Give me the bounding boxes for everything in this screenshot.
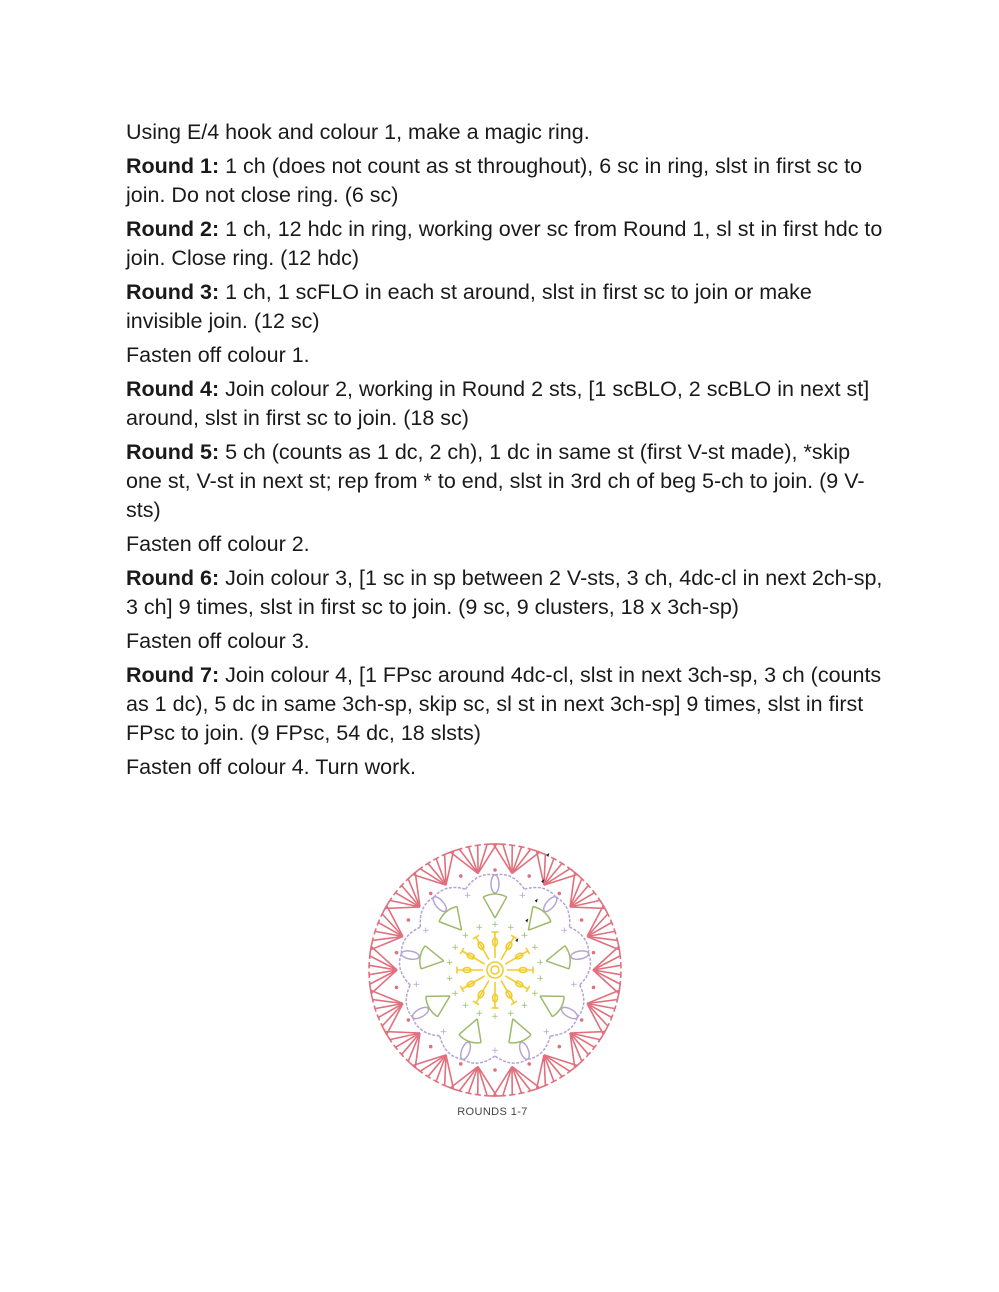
v-stitch-chain [420, 946, 425, 969]
dc-top [614, 1006, 616, 1012]
dc-top [620, 981, 621, 987]
v-stitch-dc-right [495, 897, 507, 918]
sc-stitch: + [536, 958, 545, 969]
instruction-round-2: Round 2: 1 ch, 12 hdc in ring, working over sc from Round 1, sl st in first hdc to join. Close ring. (12 hdc) [126, 217, 883, 270]
dc-top [610, 920, 612, 926]
slst-stitch [407, 918, 411, 922]
round-6-clusters [400, 874, 591, 1063]
dc-stitch [385, 907, 420, 908]
chain-loop [420, 897, 434, 927]
dc-top [475, 1094, 481, 1095]
hdc-stitch [501, 980, 514, 1003]
instruction-round-4: Round 4: Join colour 2, working in Round 2 sts, [1 scBLO, 2 scBLO in next st] around, slst in first sc to join. (18 sc) [126, 377, 870, 430]
sc-stitch: + [491, 1012, 499, 1022]
chain-loop [569, 927, 588, 954]
slst-stitch [592, 986, 596, 990]
join-arrow [525, 919, 528, 923]
hdc-stitch [505, 951, 528, 964]
hdc-stitch [505, 976, 528, 989]
slst-stitch [557, 1045, 561, 1049]
sc-stitch: + [491, 1046, 499, 1056]
sc-stitch: + [536, 973, 545, 984]
sc-stitch: + [520, 930, 529, 941]
dc-stitch [570, 907, 605, 908]
dc-top [509, 1094, 515, 1095]
sc-stitch: + [531, 989, 539, 999]
slst-stitch [580, 918, 584, 922]
cluster-stitch [459, 1041, 473, 1061]
v-stitch-dc-left [438, 996, 450, 1017]
hdc-stitch [462, 976, 485, 989]
dc-top [369, 981, 370, 987]
dc-stitch [503, 1067, 512, 1096]
cluster-stitch [491, 875, 499, 893]
slst-stitch [557, 892, 561, 896]
v-stitch-chain [483, 894, 507, 897]
dc-top [620, 953, 621, 959]
slst-stitch [592, 951, 596, 955]
dc-top [465, 1092, 471, 1093]
magic-ring [487, 962, 503, 978]
round-1-3-center [457, 932, 533, 1008]
cluster-stitch [401, 950, 420, 961]
dc-top [374, 928, 376, 934]
slst-stitch [493, 868, 497, 872]
v-stitch-dc-right [540, 996, 552, 1017]
crochet-chart-diagram [365, 840, 625, 1100]
dc-top [456, 1090, 462, 1092]
v-stitch-chain [565, 946, 570, 969]
sc-stitch: + [451, 943, 459, 953]
cluster-stitch [518, 1041, 532, 1061]
instruction-fasten-off-2: Fasten off colour 2. [126, 532, 310, 556]
sc-stitch: + [421, 926, 430, 936]
v-stitch-dc-left [421, 961, 444, 969]
dc-top [475, 845, 481, 846]
sc-stitch: + [445, 973, 454, 984]
dc-top [377, 1015, 379, 1021]
join-arrow [546, 853, 549, 857]
hdc-stitch [462, 951, 485, 964]
v-stitch-dc-right [457, 906, 462, 930]
pattern-instructions [126, 118, 886, 787]
hdc-stitch [476, 980, 489, 1003]
sc-stitch: + [412, 979, 420, 990]
chain-loop [524, 887, 556, 897]
dc-top [370, 947, 371, 953]
slst-stitch [459, 1062, 463, 1066]
sc-stitch: + [445, 958, 454, 969]
dc-top [509, 845, 515, 846]
chain-loop [577, 985, 584, 1018]
instruction-fasten-off-1: Fasten off colour 1. [126, 343, 310, 367]
dc-top [528, 848, 534, 850]
slst-stitch [527, 1062, 531, 1066]
v-stitch-dc-left [483, 897, 495, 918]
v-stitch-chain [552, 996, 564, 1016]
chain-loop [401, 927, 420, 954]
round-4-5-v-stitches [420, 894, 570, 1043]
slst-stitch [493, 1068, 497, 1072]
sc-stitch: + [506, 1009, 515, 1020]
dc-top [372, 996, 373, 1002]
instruction-intro: Using E/4 hook and colour 1, make a magic ring. [126, 120, 590, 144]
dc-stitch [478, 844, 487, 873]
cluster-stitch [570, 950, 589, 961]
v-stitch-dc-right [528, 922, 551, 931]
dc-stitch [446, 851, 453, 885]
v-stitch-chain [426, 996, 438, 1016]
dc-top [372, 937, 373, 943]
chain-loop [556, 897, 570, 927]
dc-stitch [570, 1032, 605, 1033]
instruction-round-7: Round 7: Join colour 4, [1 FPsc around 4dc-cl, slst in next 3ch-sp, 3 ch (counts as 1 dc), 5 dc in same 3ch-sp, skip sc, sl st in next 3ch-sp] 9 times, slst in first FPsc to join. (9 FPsc, 54 dc, 18 slsts) [126, 663, 882, 745]
sc-stitch: + [531, 943, 539, 953]
sc-stitch: + [461, 930, 470, 941]
dc-stitch [537, 851, 544, 885]
v-stitch-dc-left [528, 906, 533, 930]
dc-top [528, 1090, 534, 1092]
dc-top [617, 996, 618, 1002]
v-stitch-chain [439, 906, 457, 921]
v-stitch-chain [509, 1035, 531, 1043]
sc-stitch: + [463, 890, 472, 901]
v-stitch-dc-left [546, 946, 565, 961]
hdc-stitch [476, 937, 489, 960]
dc-top [369, 953, 370, 959]
instruction-round-1: Round 1: 1 ch (does not count as st throughout), 6 sc in ring, slst in first sc to join. Do not close ring. (6 sc) [126, 154, 863, 207]
slst-stitch [459, 874, 463, 878]
join-arrow [535, 899, 538, 903]
sc-stitch: + [475, 922, 484, 933]
slst-stitch [429, 892, 433, 896]
dc-top [456, 848, 462, 850]
instruction-round-3: Round 3: 1 ch, 1 scFLO in each st around, slst in first sc to join or make invisible join. (12 sc) [126, 280, 812, 333]
v-stitch-chain [533, 906, 551, 921]
cluster-stitch [431, 895, 449, 914]
instruction-fasten-off-3: Fasten off colour 3. [126, 629, 310, 653]
hdc-stitch [501, 937, 514, 960]
dc-top [518, 846, 524, 847]
sc-stitch: + [451, 989, 459, 999]
dc-top [377, 920, 379, 926]
v-stitch-dc-right [425, 946, 444, 961]
dc-stitch [385, 1032, 420, 1033]
sc-stitch: + [520, 1001, 529, 1012]
instruction-round-6: Round 6: Join colour 3, [1 sc in sp between 2 V-sts, 3 ch, 4dc-cl in next 2ch-sp, 3 ch] 9 times, slst in first sc to join. (9 sc, 9 clusters, 18 x 3ch-sp) [126, 566, 883, 619]
dc-stitch [503, 844, 512, 873]
sc-stitch: + [560, 926, 569, 936]
v-stitch-dc-left [439, 922, 462, 931]
dc-top [614, 928, 616, 934]
sc-stitch: + [518, 890, 527, 901]
slst-stitch [395, 951, 399, 955]
dc-stitch [446, 1055, 453, 1089]
sc-stitch: + [439, 1027, 448, 1038]
chain-loop [434, 887, 466, 897]
v-stitch-dc-right [509, 1019, 513, 1043]
sc-stitch: + [491, 920, 499, 930]
dc-top [610, 1015, 612, 1021]
dc-top [518, 1092, 524, 1093]
diagram-caption: ROUNDS 1-7 [457, 1106, 528, 1118]
dc-stitch [537, 1055, 544, 1089]
sc-stitch: + [542, 1027, 551, 1038]
dc-top [465, 846, 471, 847]
sc-stitch: + [506, 922, 515, 933]
sc-stitch: + [461, 1001, 470, 1012]
round-7-shells [369, 844, 621, 1096]
sc-stitch: + [475, 1009, 484, 1020]
slst-stitch [395, 986, 399, 990]
v-stitch-dc-right [546, 961, 569, 969]
slst-stitch [407, 1018, 411, 1022]
dc-top [534, 850, 540, 852]
dc-top [617, 937, 618, 943]
dc-top [450, 1088, 456, 1090]
slst-stitch [429, 1045, 433, 1049]
magic-ring-inner [491, 966, 499, 974]
dc-stitch [478, 1067, 487, 1096]
v-stitch-chain [459, 1035, 481, 1043]
v-stitch-dc-right [459, 1019, 477, 1035]
cluster-stitch [411, 1005, 431, 1021]
sc-stitch: + [570, 979, 578, 990]
v-stitch-dc-left [477, 1019, 481, 1043]
instruction-round-5: Round 5: 5 ch (counts as 1 dc, 2 ch), 1 dc in same st (first V-st made), *skip one st, V-st in next st; rep from * to end, slst in 3rd ch of beg 5-ch to join. (9 V-sts) [126, 440, 865, 522]
dc-top [374, 1006, 376, 1012]
v-stitch-dc-left [513, 1019, 531, 1035]
dc-top [619, 987, 620, 993]
instruction-fasten-off-4: Fasten off colour 4. Turn work. [126, 755, 416, 779]
slst-stitch [580, 1018, 584, 1022]
slst-stitch [527, 874, 531, 878]
